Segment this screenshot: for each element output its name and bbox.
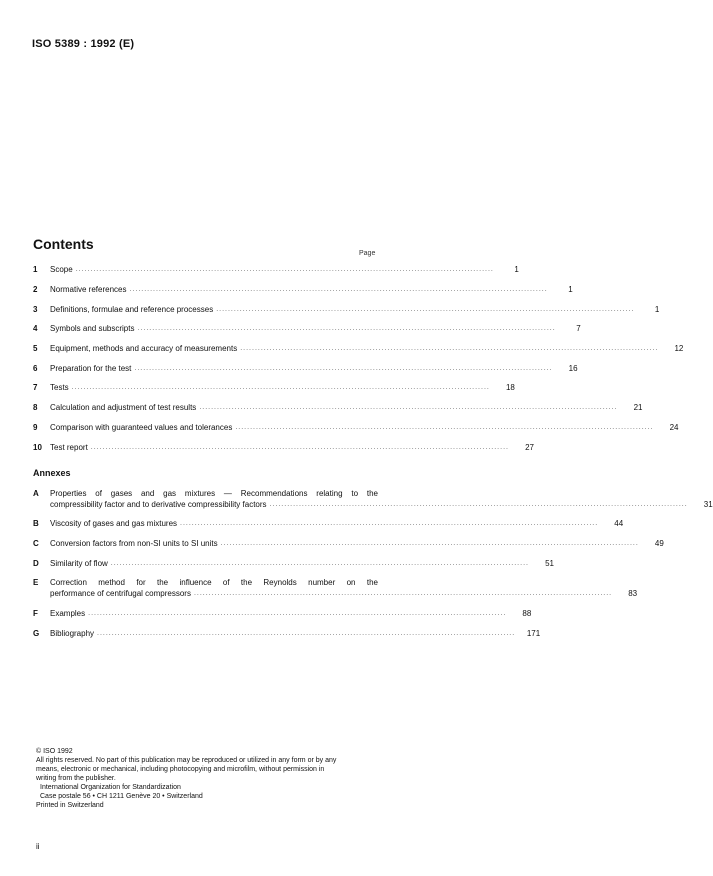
toc-item-symbols[interactable] — [33, 323, 581, 335]
leader-dots: .............................................................................................................................................. — [129, 286, 548, 293]
annex-page: 88 — [522, 609, 532, 618]
annex-item-a[interactable] — [33, 488, 713, 510]
toc-page: 12 — [674, 344, 684, 353]
toc-item-scope[interactable] — [33, 264, 519, 276]
annex-title-line2-row — [50, 499, 713, 510]
annex-title: Similarity of flow — [50, 559, 108, 568]
annexes-heading: Annexes — [33, 468, 71, 478]
toc-title: Definitions, formulae and reference processes — [50, 305, 214, 314]
rights-statement-line: writing from the publisher. — [36, 775, 116, 782]
leader-dots: .............................................................................................................................................. — [90, 444, 509, 451]
leader-dots: .............................................................................................................................................. — [220, 540, 639, 547]
toc-item-tests[interactable] — [33, 382, 515, 394]
toc-page: 7 — [576, 324, 581, 333]
annex-title: Bibliography — [50, 629, 95, 638]
printed-in: Printed in Switzerland — [36, 802, 104, 809]
annex-letter: F — [33, 609, 38, 618]
toc-page: 1 — [568, 285, 573, 294]
annex-letter: G — [33, 629, 40, 638]
leader-dots: .............................................................................................................................................. — [240, 345, 659, 352]
toc-page: 24 — [669, 423, 679, 432]
annex-title-line2: compressibility factor and to derivative compressibility factors — [50, 500, 267, 509]
leader-dots: .............................................................................................................................................. — [71, 384, 490, 391]
page-number: ii — [36, 842, 40, 851]
annex-title-line1: Correction method for the influence of the Reynolds number on the — [50, 578, 378, 587]
leader-dots: .............................................................................................................................................. — [75, 266, 494, 273]
leader-dots: .............................................................................................................................................. — [235, 424, 654, 431]
annex-page: 49 — [654, 539, 664, 548]
toc-title: Comparison with guaranteed values and tolerances — [50, 423, 233, 432]
annex-letter: A — [33, 489, 39, 498]
rights-statement-line: means, electronic or mechanical, including photocopying and microfilm, without permission in — [36, 766, 325, 773]
toc-title: Normative references — [50, 285, 127, 294]
annex-item-g[interactable] — [33, 628, 541, 640]
leader-dots: .............................................................................................................................................. — [199, 404, 618, 411]
toc-page: 1 — [514, 265, 519, 274]
toc-number: 6 — [33, 364, 38, 373]
rights-statement-line: All rights reserved. No part of this publication may be reproduced or utilized in any form or by any — [36, 757, 337, 764]
toc-title: Scope — [50, 265, 73, 274]
annex-letter: C — [33, 539, 39, 548]
leader-dots: .............................................................................................................................................. — [134, 365, 553, 372]
toc-page: 27 — [525, 443, 534, 452]
toc-item-definitions[interactable] — [33, 304, 660, 316]
toc-number: 1 — [33, 265, 38, 274]
annex-page: 51 — [545, 559, 554, 568]
page-column-label: Page — [359, 250, 376, 257]
annex-letter: E — [33, 578, 39, 587]
copyright-notice — [36, 747, 386, 810]
annex-title-line2: performance of centrifugal compressors — [50, 589, 191, 598]
leader-dots: .............................................................................................................................................. — [216, 306, 635, 313]
toc-title: Calculation and adjustment of test results — [50, 403, 197, 412]
annex-page: 171 — [526, 629, 541, 638]
annex-item-d[interactable] — [33, 558, 554, 570]
toc-title: Equipment, methods and accuracy of measurements — [50, 344, 238, 353]
annex-item-b[interactable] — [33, 518, 624, 530]
toc-number: 2 — [33, 285, 38, 294]
toc-number: 9 — [33, 423, 38, 432]
toc-page: 18 — [505, 383, 515, 392]
leader-dots: .............................................................................................................................................. — [137, 325, 556, 332]
toc-page: 21 — [633, 403, 643, 412]
annex-title-line1: Properties of gases and gas mixtures — Recommendations relating to the — [50, 489, 378, 498]
annex-page: 83 — [628, 589, 638, 598]
annex-title: Viscosity of gases and gas mixtures — [50, 519, 178, 528]
toc-item-preparation[interactable] — [33, 363, 578, 375]
toc-item-normative-references[interactable] — [33, 284, 573, 296]
toc-title: Tests — [50, 383, 69, 392]
annex-letter: D — [33, 559, 39, 568]
organization-address: Case postale 56 • CH 1211 Genève 20 • Switzerland — [40, 793, 203, 800]
copyright-line: © ISO 1992 — [36, 748, 73, 755]
toc-item-test-report[interactable] — [33, 442, 534, 454]
toc-number: 4 — [33, 324, 38, 333]
toc-title: Symbols and subscripts — [50, 324, 135, 333]
toc-page: 16 — [568, 364, 578, 373]
toc-number: 10 — [33, 443, 42, 452]
leader-dots: .............................................................................................................................................. — [180, 520, 599, 527]
toc-item-equipment[interactable] — [33, 343, 684, 355]
toc-item-calculation[interactable] — [33, 402, 643, 414]
annex-letter: B — [33, 519, 39, 528]
annex-page: 44 — [614, 519, 624, 528]
toc-number: 8 — [33, 403, 38, 412]
annex-item-c[interactable] — [33, 538, 664, 550]
toc-item-comparison[interactable] — [33, 422, 679, 434]
leader-dots: .............................................................................................................................................. — [193, 590, 613, 597]
toc-number: 3 — [33, 305, 38, 314]
leader-dots: .............................................................................................................................................. — [97, 630, 516, 637]
annex-title-line2-row — [50, 588, 638, 599]
toc-title: Preparation for the test — [50, 364, 132, 373]
toc-page: 1 — [654, 305, 660, 314]
leader-dots: .............................................................................................................................................. — [269, 501, 688, 508]
toc-title: Test report — [50, 443, 88, 452]
contents-heading: Contents — [33, 236, 94, 252]
annex-title: Examples — [50, 609, 86, 618]
document-id: ISO 5389 : 1992 (E) — [32, 38, 135, 50]
annex-title: Conversion factors from non-SI units to SI units — [50, 539, 218, 548]
annex-item-f[interactable] — [33, 608, 532, 620]
leader-dots: .............................................................................................................................................. — [88, 610, 507, 617]
organization-name: International Organization for Standardization — [40, 784, 181, 791]
annex-item-e[interactable] — [33, 577, 638, 599]
annex-page: 31 — [703, 500, 713, 509]
toc-number: 5 — [33, 344, 38, 353]
toc-number: 7 — [33, 383, 38, 392]
leader-dots: .............................................................................................................................................. — [110, 560, 529, 567]
